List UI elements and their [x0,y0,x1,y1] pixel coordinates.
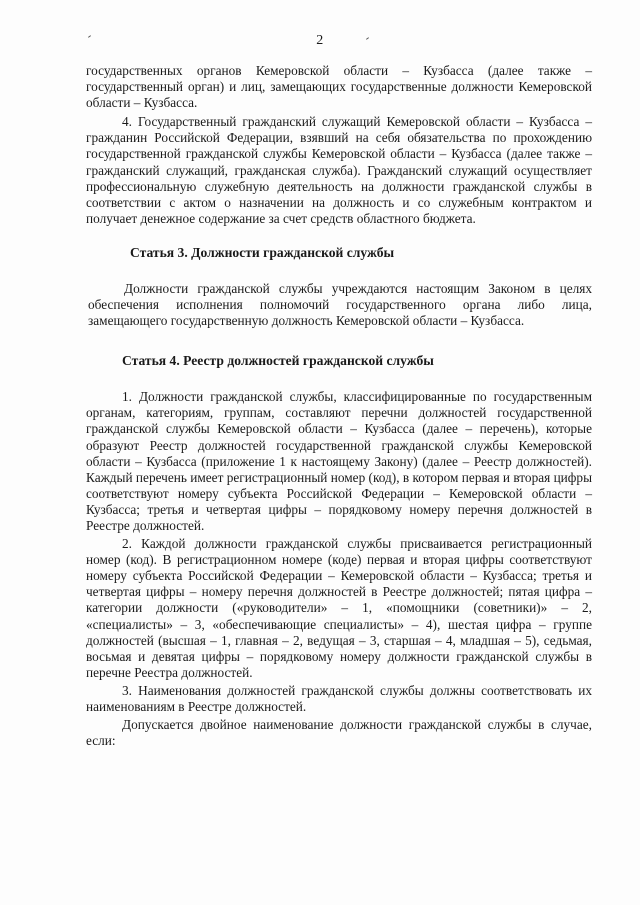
document-body [86,60,592,749]
article-3-heading: Статья 3. Должности гражданской службы [130,244,395,260]
article-3-paragraph: Должности гражданской службы учреждаются настоящим Законом в целях обеспечения исполнения полномочий государственного органа либо лица, замещающего государственную должность Кемеровской области – Кузбасса. [88,280,592,329]
page-number: 2 [316,33,324,48]
article-4-heading: Статья 4. Реестр должностей гражданской службы [122,353,434,369]
article-4-item-3: 3. Наименования должностей гражданской службы должны соответствовать их наименованиям в Реестре должностей. [86,682,592,714]
paragraph-item-4: 4. Государственный гражданский служащий Кемеровской области – Кузбасса – гражданин Российской Федерации, взявший на себя обязательства по прохождению государственной гражданской службы Кемеровской области – Кузбасса (далее также – гражданский служащий, гражданская служба). Гражданский служащий осуществляет профессиональную служебную деятельность на должности гражданской службы в соответствии с актом о назначении на должность и со служебным контрактом и получает денежное содержание за счет средств областного бюджета. [86,114,592,226]
article-4-item-3-continuation: Допускается двойное наименование должности гражданской службы в случае, если: [86,717,592,749]
article-4-item-2: 2. Каждой должности гражданской службы присваивается регистрационный номер (код). В регистрационном номере (коде) первая и вторая цифры соответствуют номеру субъекта Российской Федерации – Кемеровской области – Кузбасса; третья и четвертая цифры – номеру перечня должностей в Реестре должностей; пятая цифра – категории должности («руководители» – 1, «помощники (советники)» – 2, «специалисты» – 3, «обеспечивающие специалисты» – 4), шестая цифра – группе должностей (высшая – 1, главная – 2, ведущая – 3, старшая – 4, младшая – 5), седьмая, восьмая и девятая цифры – порядковому номеру должности гражданской службы в перечне Реестра должностей. [86,536,592,680]
article-4-item-1: 1. Должности гражданской службы, классифицированные по государственным органам, категориям, группам, составляют перечни должностей государственной гражданской службы Кемеровской области – Кузбасса (далее – перечень), которые образуют Реестр должностей государственной гражданской службы Кемеровской области – Кузбасса (приложение 1 к настоящему Закону) (далее – Реестр должностей). Каждый перечень имеет регистрационный номер (код), в котором первая и вторая цифры соответствуют номеру субъекта Российской Федерации – Кемеровской области – Кузбасса; третья и четвертая цифры – порядковому номеру перечня должностей в Реестре должностей. [86,389,593,533]
paragraph-intro-continuation: государственных органов Кемеровской области – Кузбасса (далее также – государственный орган) и лиц, замещающих государственные должности Кемеровской области – Кузбасса. [86,63,592,111]
